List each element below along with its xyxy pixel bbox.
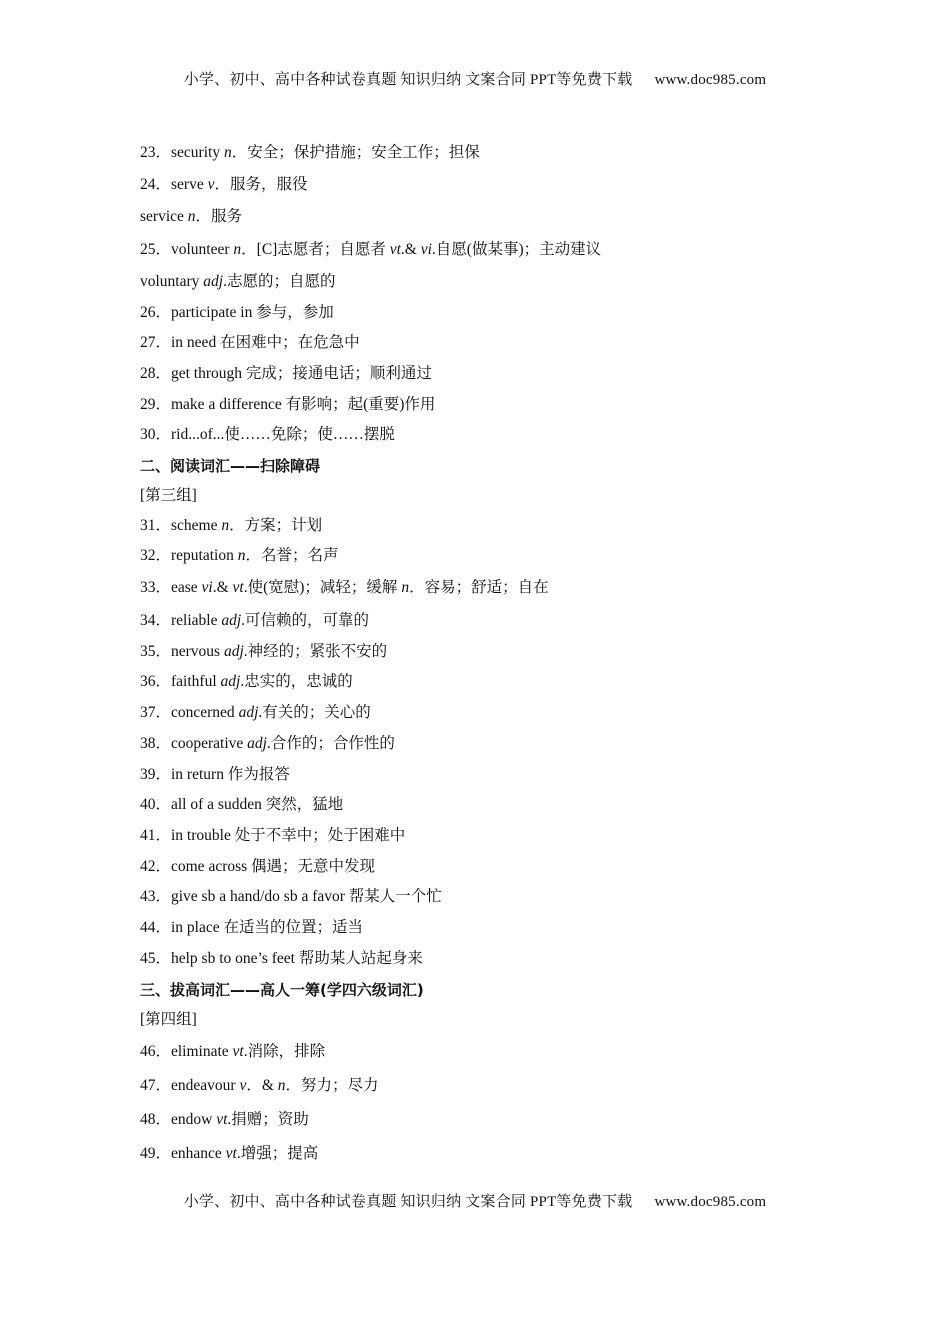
entry-text: ．名誉；名声	[245, 547, 339, 564]
part-of-speech: vi	[420, 241, 432, 258]
part-of-speech: n	[277, 1077, 286, 1094]
vocab-entry	[140, 1076, 379, 1096]
entry-text: 32．reputation	[140, 547, 238, 564]
part-of-speech: adj	[221, 612, 242, 629]
entry-text: .自愿(做某事)；主动建议	[431, 241, 602, 258]
entry-text: ．服务	[195, 208, 243, 225]
vocab-entry	[140, 272, 335, 292]
entry-text: voluntary	[140, 273, 204, 290]
entry-text: 28．get through 完成；接通电话；顺利通过	[140, 365, 432, 382]
part-of-speech: n	[401, 579, 410, 596]
entry-text: .有关的；关心的	[258, 704, 371, 721]
part-of-speech: vt	[232, 1043, 244, 1060]
vocab-entry	[140, 333, 360, 353]
entry-text: ．努力；尽力	[285, 1077, 379, 1094]
part-of-speech: n	[187, 208, 196, 225]
entry-text: 37．concerned	[140, 704, 239, 721]
vocab-entry	[140, 1010, 197, 1030]
vocab-entry	[140, 240, 601, 260]
entry-text: 43．give sb a hand/do sb a favor 帮某人一个忙	[140, 888, 442, 905]
vocab-entry	[140, 1042, 325, 1062]
entry-text: 24．serve	[140, 176, 208, 193]
part-of-speech: adj	[247, 735, 267, 752]
entry-text: 二、阅读词汇——扫除障碍	[140, 457, 321, 475]
entry-text: 29．make a difference 有影响；起(重要)作用	[140, 396, 436, 413]
vocab-entry	[140, 143, 480, 163]
vocab-entry	[140, 425, 395, 445]
vocab-entry	[140, 395, 435, 415]
section-heading	[140, 980, 424, 1000]
part-of-speech: vt	[216, 1111, 228, 1128]
part-of-speech: v	[239, 1077, 247, 1094]
vocab-entry	[140, 516, 322, 536]
vocab-entry	[140, 642, 387, 662]
footer-text: 小学、初中、高中各种试卷真题 知识归纳 文案合同 PPT等免费下载	[183, 1194, 633, 1210]
entry-text: 30．rid...of...使……免除；使……摆脱	[140, 426, 395, 443]
entry-text: 49．enhance	[140, 1145, 226, 1162]
part-of-speech: adj	[223, 643, 244, 660]
entry-text: 35．nervous	[140, 643, 224, 660]
vocab-entry	[140, 175, 307, 195]
entry-text: ．&	[246, 1077, 278, 1094]
entry-text: .&	[400, 241, 421, 258]
vocab-entry	[140, 887, 442, 907]
page-footer	[0, 1190, 950, 1211]
entry-text: 34．reliable	[140, 612, 222, 629]
section-heading	[140, 456, 320, 476]
entry-text: .志愿的；自愿的	[223, 273, 336, 290]
entry-text: ．容易；舒适；自在	[409, 579, 549, 596]
part-of-speech: n	[237, 547, 246, 564]
page-header	[0, 68, 950, 89]
part-of-speech: adj	[220, 673, 241, 690]
vocab-entry	[140, 207, 242, 227]
entry-text: 48．endow	[140, 1111, 217, 1128]
vocab-entry	[140, 949, 423, 969]
entry-text: 23．security	[140, 144, 224, 161]
entry-text: .消除，排除	[243, 1043, 326, 1060]
vocab-entry	[140, 546, 338, 566]
part-of-speech: n	[221, 517, 230, 534]
entry-text: 42．come across 偶遇；无意中发现	[140, 858, 376, 875]
vocab-entry	[140, 1144, 318, 1164]
part-of-speech: vi	[201, 579, 213, 596]
entry-text: 31．scheme	[140, 517, 222, 534]
footer-site: www.doc985.com	[654, 1194, 767, 1210]
part-of-speech: vt	[232, 579, 244, 596]
vocab-entry	[140, 672, 353, 692]
entry-text: service	[140, 208, 188, 225]
entry-text: .捐赠；资助	[227, 1111, 309, 1128]
vocab-entry	[140, 578, 549, 598]
part-of-speech: adj	[238, 704, 259, 721]
entry-text: .增强；提高	[236, 1145, 319, 1162]
entry-text: 45．help sb to one’s feet 帮助某人站起身来	[140, 950, 423, 967]
vocab-entry	[140, 795, 343, 815]
entry-text: .使(宽慰)；减轻；缓解	[243, 579, 402, 596]
entry-text: [第三组]	[140, 487, 197, 504]
part-of-speech: v	[207, 176, 215, 193]
entry-text: [第四组]	[140, 1011, 197, 1028]
vocab-entry	[140, 826, 405, 846]
vocab-entry	[140, 918, 363, 938]
entry-text: 38．cooperative	[140, 735, 248, 752]
part-of-speech: vt	[389, 241, 401, 258]
entry-text: 39．in return 作为报答	[140, 766, 290, 783]
vocab-entry	[140, 734, 395, 754]
part-of-speech: n	[233, 241, 242, 258]
entry-text: 33．ease	[140, 579, 202, 596]
entry-text: 47．endeavour	[140, 1077, 240, 1094]
entry-text: ．安全；保护措施；安全工作；担保	[231, 144, 480, 161]
entry-text: 25．volunteer	[140, 241, 234, 258]
part-of-speech: n	[223, 144, 232, 161]
entry-text: .神经的；紧张不安的	[243, 643, 388, 660]
entry-text: 36．faithful	[140, 673, 221, 690]
entry-text: 41．in trouble 处于不幸中；处于困难中	[140, 827, 406, 844]
header-text: 小学、初中、高中各种试卷真题 知识归纳 文案合同 PPT等免费下载	[183, 72, 633, 88]
entry-text: 40．all of a sudden 突然，猛地	[140, 796, 344, 813]
vocab-entry	[140, 765, 290, 785]
entry-text: ．方案；计划	[229, 517, 323, 534]
entry-text: .合作的；合作性的	[266, 735, 395, 752]
vocab-entry	[140, 364, 432, 384]
vocab-entry	[140, 1110, 309, 1130]
vocab-entry	[140, 486, 197, 506]
part-of-speech: vt	[225, 1145, 237, 1162]
entry-text: 27．in need 在困难中；在危急中	[140, 334, 360, 351]
entry-text: .忠实的，忠诚的	[240, 673, 353, 690]
entry-text: .&	[212, 579, 233, 596]
entry-text: ．[C]志愿者；自愿者	[241, 241, 390, 258]
vocab-entry	[140, 703, 371, 723]
entry-text: 26．participate in 参与，参加	[140, 304, 334, 321]
entry-text: .可信赖的，可靠的	[241, 612, 370, 629]
part-of-speech: adj	[203, 273, 224, 290]
entry-text: 44．in place 在适当的位置；适当	[140, 919, 364, 936]
entry-text: 46．eliminate	[140, 1043, 233, 1060]
vocab-entry	[140, 857, 375, 877]
entry-text: 三、拔高词汇——高人一筹(学四六级词汇)	[140, 981, 424, 999]
header-site: www.doc985.com	[654, 72, 767, 88]
vocab-entry	[140, 611, 369, 631]
entry-text: ．服务，服役	[214, 176, 308, 193]
vocab-entry	[140, 303, 334, 323]
